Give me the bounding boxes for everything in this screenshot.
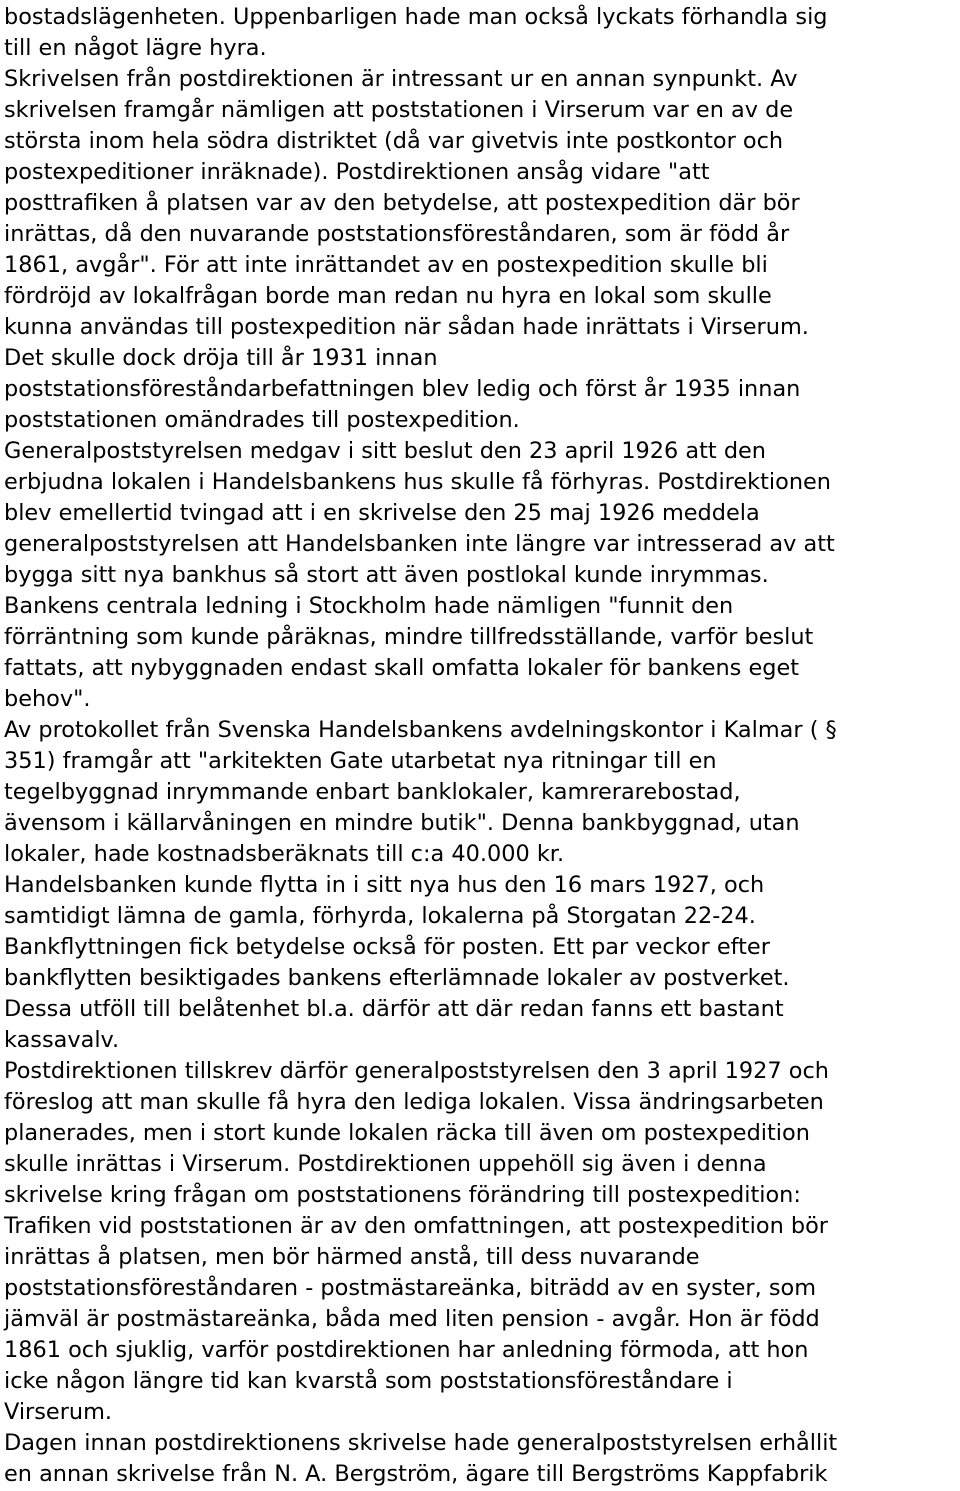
text-line: behov". — [4, 686, 91, 712]
text-line: Bankens centrala ledning i Stockholm hade nämligen "funnit den — [4, 593, 734, 619]
text-line: tegelbyggnad inrymmande enbart banklokaler, kamrerarebostad, — [4, 779, 741, 805]
text-line: en annan skrivelse från N. A. Bergström, ägare till Bergströms Kappfabrik — [4, 1461, 828, 1487]
text-line: Generalpoststyrelsen medgav i sitt beslut den 23 april 1926 att den — [4, 438, 766, 464]
text-line: 1861 och sjuklig, varför postdirektionen har anledning förmoda, att hon — [4, 1337, 809, 1363]
text-line: Av protokollet från Svenska Handelsbankens avdelningskontor i Kalmar ( § — [4, 717, 837, 743]
text-line: postexpeditioner inräknade). Postdirektionen ansåg vidare "att — [4, 159, 710, 185]
text-line: fattats, att nybyggnaden endast skall omfatta lokaler för bankens eget — [4, 655, 800, 681]
text-line: till en något lägre hyra. — [4, 35, 267, 61]
text-line: Dessa utföll till belåtenhet bl.a. därför att där redan fanns ett bastant — [4, 996, 784, 1022]
text-line: poststationen omändrades till postexpedition. — [4, 407, 520, 433]
text-line: Det skulle dock dröja till år 1931 innan — [4, 345, 438, 371]
text-line: lokaler, hade kostnadsberäknats till c:a 40.000 kr. — [4, 841, 565, 867]
text-line: bostadslägenheten. Uppenbarligen hade man också lyckats förhandla sig — [4, 4, 828, 30]
text-line: Postdirektionen tillskrev därför generalpoststyrelsen den 3 april 1927 och — [4, 1058, 829, 1084]
text-line: kassavalv. — [4, 1027, 120, 1053]
text-line: generalpoststyrelsen att Handelsbanken inte längre var intresserad av att — [4, 531, 835, 557]
text-line: ävensom i källarvåningen en mindre butik". Denna bankbyggnad, utan — [4, 810, 800, 836]
text-line: skulle inrättas i Virserum. Postdirektionen uppehöll sig även i denna — [4, 1151, 767, 1177]
text-line: bygga sitt nya bankhus så stort att även postlokal kunde inrymmas. — [4, 562, 769, 588]
text-line: icke någon längre tid kan kvarstå som poststationsföreståndare i — [4, 1368, 733, 1394]
text-line: inrättas, då den nuvarande poststationsföreståndaren, som är född år — [4, 221, 790, 247]
text-line: posttrafiken å platsen var av den betydelse, att postexpedition där bör — [4, 190, 800, 216]
text-line: förräntning som kunde påräknas, mindre tillfredsställande, varför beslut — [4, 624, 814, 650]
text-line: 1861, avgår". För att inte inrättandet av en postexpedition skulle bli — [4, 252, 768, 278]
text-line: poststationsföreståndarbefattningen blev ledig och först år 1935 innan — [4, 376, 801, 402]
text-line: samtidigt lämna de gamla, förhyrda, lokalerna på Storgatan 22-24. — [4, 903, 756, 929]
text-line: inrättas å platsen, men bör härmed anstå, till dess nuvarande — [4, 1244, 700, 1270]
text-line: skrivelse kring frågan om poststationens förändring till postexpedition: — [4, 1182, 801, 1208]
text-line: Handelsbanken kunde flytta in i sitt nya hus den 16 mars 1927, och — [4, 872, 765, 898]
text-line: bankflytten besiktigades bankens efterlämnade lokaler av postverket. — [4, 965, 790, 991]
text-line: Dagen innan postdirektionens skrivelse hade generalpoststyrelsen erhållit — [4, 1430, 838, 1456]
text-line: Bankflyttningen fick betydelse också för posten. Ett par veckor efter — [4, 934, 770, 960]
text-line: största inom hela södra distriktet (då var givetvis inte postkontor och — [4, 128, 784, 154]
text-line: jämväl är postmästareänka, båda med liten pension - avgår. Hon är född — [4, 1306, 820, 1332]
text-line: Virserum. — [4, 1399, 113, 1425]
text-line: Trafiken vid poststationen är av den omfattningen, att postexpedition bör — [4, 1213, 829, 1239]
text-line: kunna användas till postexpedition när sådan hade inrättats i Virserum. — [4, 314, 809, 340]
text-line: erbjudna lokalen i Handelsbankens hus skulle få förhyras. Postdirektionen — [4, 469, 831, 495]
text-line: fördröjd av lokalfrågan borde man redan nu hyra en lokal som skulle — [4, 283, 772, 309]
text-line: skrivelsen framgår nämligen att poststationen i Virserum var en av de — [4, 97, 794, 123]
text-line: planerades, men i stort kunde lokalen räcka till även om postexpedition — [4, 1120, 810, 1146]
text-line: blev emellertid tvingad att i en skrivelse den 25 maj 1926 meddela — [4, 500, 760, 526]
text-line: 351) framgår att "arkitekten Gate utarbetat nya ritningar till en — [4, 748, 717, 774]
text-line: föreslog att man skulle få hyra den lediga lokalen. Vissa ändringsarbeten — [4, 1089, 824, 1115]
text-line: Skrivelsen från postdirektionen är intressant ur en annan synpunkt. Av — [4, 66, 798, 92]
text-line: poststationsföreståndaren - postmästareänka, biträdd av en syster, som — [4, 1275, 817, 1301]
